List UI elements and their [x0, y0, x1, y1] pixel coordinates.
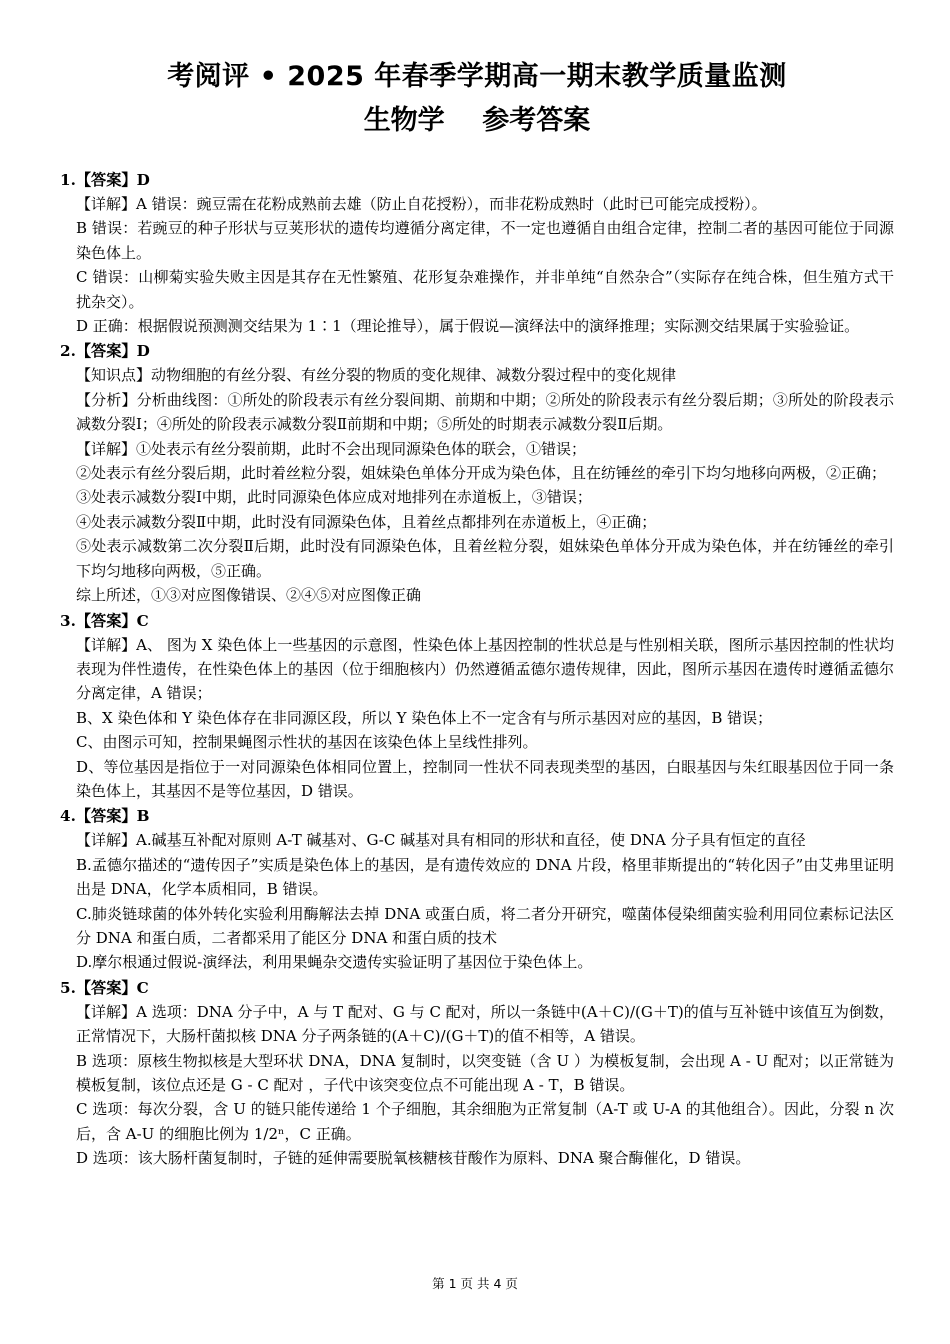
question-5-detail-b: B 选项：原核生物拟核是大型环状 DNA，DNA 复制时，以突变链（含 U ）为模板复制，会出现 A - U 配对；以正常链为模板复制，该位点还是 G - C 配对 ，子代中该突变位点不可能出现 A - T，B 错误。 — [76, 1051, 894, 1094]
question-3-detail-b: B、X 染色体和 Y 染色体存在非同源区段，所以 Y 染色体上不一定含有与所示基因对应的基因，B 错误； — [76, 708, 773, 727]
question-3-detail-d: D、等位基因是指位于一对同源染色体相同位置上，控制同一性状不同表现类型的基因，白眼基因与朱红眼基因位于同一条染色体上，其基因不是等位基因，D 错误。 — [76, 757, 894, 800]
question-3-answer: 3.【答案】C — [60, 611, 149, 630]
question-2-detail-1: 【详解】①处表示有丝分裂前期，此时不会出现同源染色体的联会，①错误； — [76, 439, 587, 458]
question-2-detail-2: ②处表示有丝分裂后期，此时着丝粒分裂，姐妹染色单体分开成为染色体，且在纺锤丝的牵引下均匀地移向两极，②正确； — [76, 464, 887, 483]
question-4-answer: 4.【答案】B — [60, 807, 150, 826]
question-5-answer: 5.【答案】C — [60, 978, 149, 997]
page-subtitle: 生物学 参考答案 — [363, 105, 591, 136]
question-5-detail-d: D 选项：该大肠杆菌复制时，子链的延伸需要脱氧核糖核苷酸作为原料、DNA 聚合酶催化，D 错误。 — [76, 1149, 751, 1168]
page-number: 第 1 页 共 4 页 — [432, 1276, 518, 1291]
question-2-knowledge: 【知识点】动物细胞的有丝分裂、有丝分裂的物质的变化规律、减数分裂过程中的变化规律 — [76, 366, 677, 385]
question-4-detail-d: D.摩尔根通过假说-演绎法，利用果蝇杂交遗传实验证明了基因位于染色体上。 — [76, 953, 593, 972]
question-2-summary: 综上所述，①③对应图像错误、②④⑤对应图像正确 — [76, 586, 422, 605]
question-1-detail-b: B 错误：若豌豆的种子形状与豆荚形状的遗传均遵循分离定律，不一定也遵循自由组合定律，控制二者的基因可能位于同源染色体上。 — [76, 219, 894, 262]
question-4-detail-c: C.肺炎链球菌的体外转化实验利用酶解法去掉 DNA 或蛋白质，将二者分开研究，噬菌体侵染细菌实验利用同位素标记法区分 DNA 和蛋白质，二者都采用了能区分 DNA 和蛋白质的技术 — [76, 904, 894, 947]
question-5-detail-c: C 选项：每次分裂，含 U 的链只能传递给 1 个子细胞，其余细胞为正常复制（A-T 或 U-A 的其他组合）。因此，分裂 n 次后，含 A-U 的细胞比例为 1/2ⁿ，C 正确。 — [76, 1100, 894, 1143]
question-3-detail-c: C、由图示可知，控制果蝇图示性状的基因在该染色体上呈线性排列。 — [76, 733, 538, 752]
question-2-detail-4: ④处表示减数分裂Ⅱ中期，此时没有同源染色体，且着丝点都排列在赤道板上，④正确； — [76, 512, 657, 531]
question-2-detail-3: ③处表示减数分裂Ⅰ中期，此时同源染色体应成对地排列在赤道板上，③错误； — [76, 488, 592, 507]
question-1-detail-d: D 正确：根据假说预测测交结果为 1∶1（理论推导），属于假说—演绎法中的演绎推理；实际测交结果属于实验验证。 — [76, 317, 860, 336]
question-1-detail-a: 【详解】A 错误：豌豆需在花粉成熟前去雄（防止自花授粉），而非花粉成熟时（此时已可能完成授粉）。 — [76, 195, 767, 213]
question-3-detail-a: 【详解】A、 图为 X 染色体上一些基因的示意图，性染色体上基因控制的性状总是与性别相关联，图所示基因控制的性状均表现为伴性遗传，在性染色体上的基因（位于细胞核内）仍然遵循孟德尔遗传规律，因此，图所示基因在遗传时遵循孟德尔分离定律，A 错误； — [76, 635, 894, 703]
page-title: 考阅评 • 2025 年春季学期高一期末教学质量监测 — [167, 61, 787, 92]
question-1-answer: 1.【答案】D — [60, 171, 150, 189]
question-2-analysis: 【分析】分析曲线图：①所处的阶段表示有丝分裂间期、前期和中期；②所处的阶段表示有丝分裂后期；③所处的阶段表示减数分裂Ⅰ；④所处的阶段表示减数分裂Ⅱ前期和中期；⑤所处的时期表示减数分裂Ⅱ后期。 — [76, 390, 894, 434]
question-5-detail-a: 【详解】A 选项：DNA 分子中，A 与 T 配对、G 与 C 配对，所以一条链中(A＋C)/(G＋T)的值与互补链中该值互为倒数，正常情况下，大肠杆菌拟核 DNA 分子两条链的(A＋C)/(G＋T)的值不相等，A 错误。 — [76, 1002, 894, 1046]
answer-list — [60, 170, 894, 1171]
question-1-detail-c: C 错误：山柳菊实验失败主因是其存在无性繁殖、花形复杂难操作，并非单纯“自然杂合”（实际存在纯合株，但生殖方式干扰杂交）。 — [76, 268, 894, 311]
question-2-answer: 2.【答案】D — [60, 342, 150, 361]
question-4-detail-a: 【详解】A.碱基互补配对原则 A-T 碱基对、G-C 碱基对具有相同的形状和直径，使 DNA 分子具有恒定的直径 — [76, 831, 806, 850]
question-4-detail-b: B.孟德尔描述的“遗传因子”实质是染色体上的基因，是有遗传效应的 DNA 片段，格里菲斯提出的“转化因子”由艾弗里证明出是 DNA，化学本质相同，B 错误。 — [76, 855, 894, 899]
question-2-detail-5: ⑤处表示减数第二次分裂Ⅱ后期，此时没有同源染色体，且着丝粒分裂，姐妹染色单体分开成为染色体，并在纺锤丝的牵引下均匀地移向两极，⑤正确。 — [76, 537, 894, 580]
